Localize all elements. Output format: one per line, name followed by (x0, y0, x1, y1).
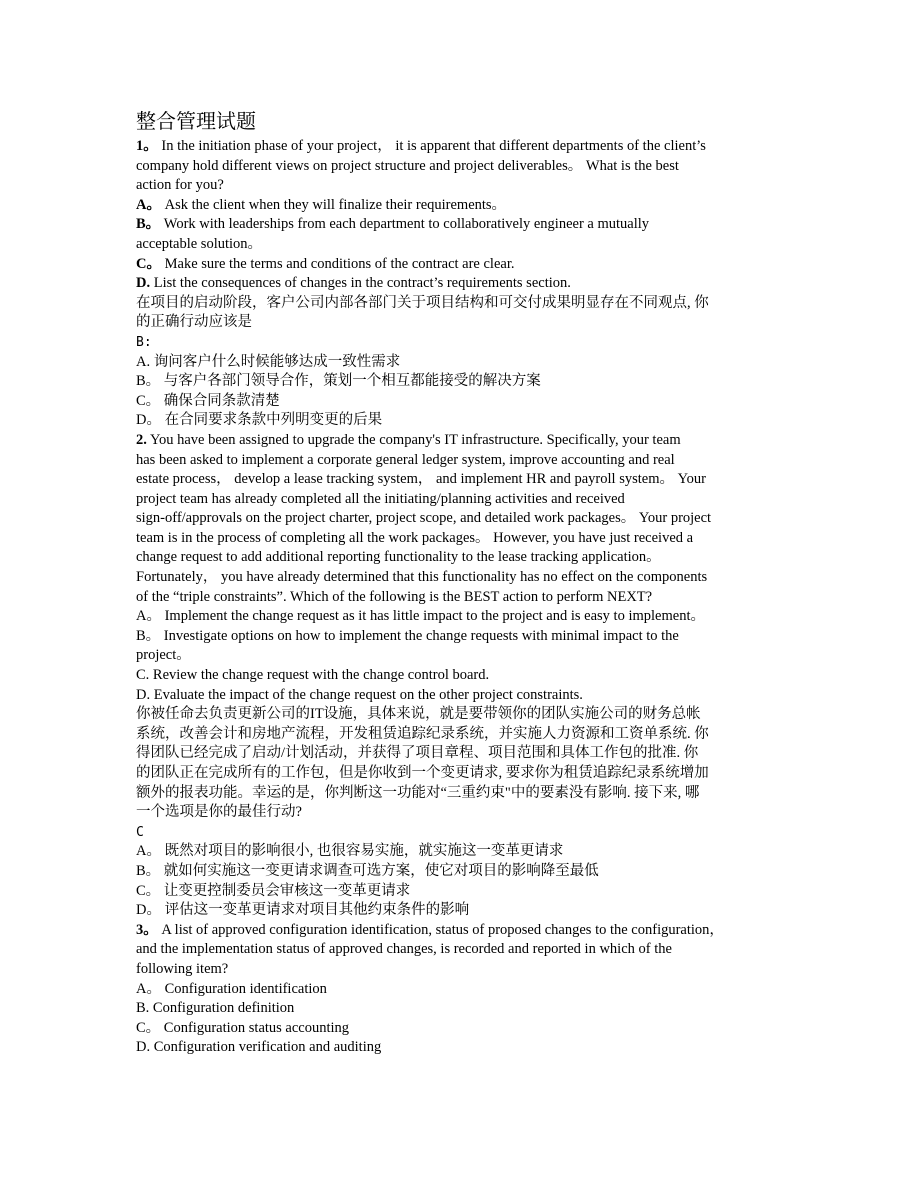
question-2 (136, 431, 776, 921)
option-text: Ask the client when they will finalize their requirements。 (160, 196, 507, 213)
question-line: change request to add additional reporting functionality to the lease tracking application。 (136, 549, 661, 566)
option-a (136, 196, 776, 216)
question-line: project team has already completed all the initiating/planning activities and received (136, 490, 625, 507)
option-key: B。 (136, 216, 161, 233)
translation-option-b: B。 就如何实施这一变更请求调查可选方案，使它对项目的影响降至最低 (136, 862, 599, 879)
question-line: Fortunately， you have already determined that this functionality has no effect on the components (136, 569, 708, 586)
option-b: B. Configuration definition (136, 1000, 295, 1017)
option-key: D. (136, 275, 151, 292)
option-b-cont: acceptable solution。 (136, 235, 263, 252)
question-number: 2. (136, 431, 147, 448)
question-line: and the implementation status of approved changes, is recorded and reported in which of the (136, 941, 672, 958)
option-b: B。 Investigate options on how to implement the change requests with minimal impact to the (136, 627, 679, 644)
question-line: has been asked to implement a corporate general ledger system, improve accounting and real (136, 451, 675, 468)
question-text (136, 137, 776, 157)
question-line: action for you? (136, 177, 224, 194)
option-key: C。 (136, 255, 161, 272)
question-line: estate process， develop a lease tracking system， and implement HR and payroll system。 Your (136, 471, 706, 488)
option-c (136, 255, 776, 275)
option-d: D. Evaluate the impact of the change request on the other project constraints. (136, 686, 583, 703)
option-text: Make sure the terms and conditions of the contract are clear. (160, 255, 515, 272)
option-text: Work with leaderships from each department to collaboratively engineer a mutually (160, 216, 650, 233)
question-line: In the initiation phase of your project， it is apparent that different departments of the client’s (157, 138, 706, 154)
document-page (136, 108, 776, 1058)
option-a: A。 Configuration identification (136, 980, 327, 997)
question-line: of the “triple constraints”. Which of the following is the BEST action to perform NEXT? (136, 588, 653, 605)
question-text (136, 921, 776, 941)
option-b (136, 215, 776, 235)
option-text: List the consequences of changes in the contract’s requirements section. (150, 275, 571, 292)
question-3 (136, 921, 776, 1058)
question-number: 1。 (136, 138, 158, 154)
translation-option-c: C。 确保合同条款清楚 (136, 392, 280, 409)
translation-option-a: A。 既然对项目的影响很小, 也很容易实施，就实施这一变革更请求 (136, 843, 564, 860)
page-title: 整合管理试题 (136, 111, 256, 133)
translation-line: 的团队正在完成所有的工作包，但是你收到一个变更请求, 要求你为租赁追踪纪录系统增加 (136, 765, 709, 781)
question-line: A list of approved configuration identification, status of proposed changes to the configuration， (157, 921, 724, 938)
answer-key: C (136, 824, 144, 840)
translation-line: 的正确行动应该是 (136, 314, 252, 331)
option-d: D. Configuration verification and auditing (136, 1039, 382, 1056)
option-a: A。 Implement the change request as it has little impact to the project and is easy to implement。 (136, 608, 705, 625)
question-number: 3。 (136, 921, 158, 938)
translation-line: 在项目的启动阶段，客户公司内部各部门关于项目结构和可交付成果明显存在不同观点, 你 (136, 294, 709, 311)
translation-option-c: C。 让变更控制委员会审核这一变革更请求 (136, 882, 411, 899)
option-d (136, 274, 776, 294)
option-c: C. Review the change request with the change control board. (136, 667, 490, 684)
question-line: company hold different views on project structure and project deliverables。 What is the best (136, 157, 679, 174)
question-line: sign-off/approvals on the project charter, project scope, and detailed work packages。 Your project (136, 510, 712, 527)
translation-line: 你被任命去负责更新公司的IT设施，具体来说，就是要带领你的团队实施公司的财务总帐 (136, 706, 701, 723)
question-line: You have been assigned to upgrade the company's IT infrastructure. Specifically, your team (146, 431, 681, 448)
option-key: A。 (136, 196, 161, 213)
translation-line: 一个选项是你的最佳行动? (136, 804, 302, 821)
question-1 (136, 137, 776, 431)
question-line: following item? (136, 960, 229, 977)
answer-key: B: (136, 334, 152, 350)
option-b-cont: project。 (136, 647, 191, 664)
translation-line: 额外的报表功能。幸运的是，你判断这一功能对“三重约束"中的要素没有影响. 接下来, 哪 (136, 784, 700, 801)
question-text (136, 431, 776, 451)
translation-option-a: A. 询问客户什么时候能够达成一致性需求 (136, 353, 401, 370)
translation-line: 得团队已经完成了启动/计划活动，并获得了项目章程、项目范围和具体工作包的批准. 你 (136, 745, 699, 762)
translation-line: 系统，改善会计和房地产流程，开发租赁追踪纪录系统，并实施人力资源和工资单系统. 你 (136, 725, 709, 742)
translation-option-d: D。 评估这一变革更请求对项目其他约束条件的影响 (136, 902, 470, 919)
translation-option-b: B。 与客户各部门领导合作，策划一个相互都能接受的解决方案 (136, 373, 541, 390)
question-line: team is in the process of completing all the work packages。 However, you have just received a (136, 529, 694, 546)
translation-option-d: D。 在合同要求条款中列明变更的后果 (136, 412, 383, 429)
option-c: C。 Configuration status accounting (136, 1019, 350, 1036)
